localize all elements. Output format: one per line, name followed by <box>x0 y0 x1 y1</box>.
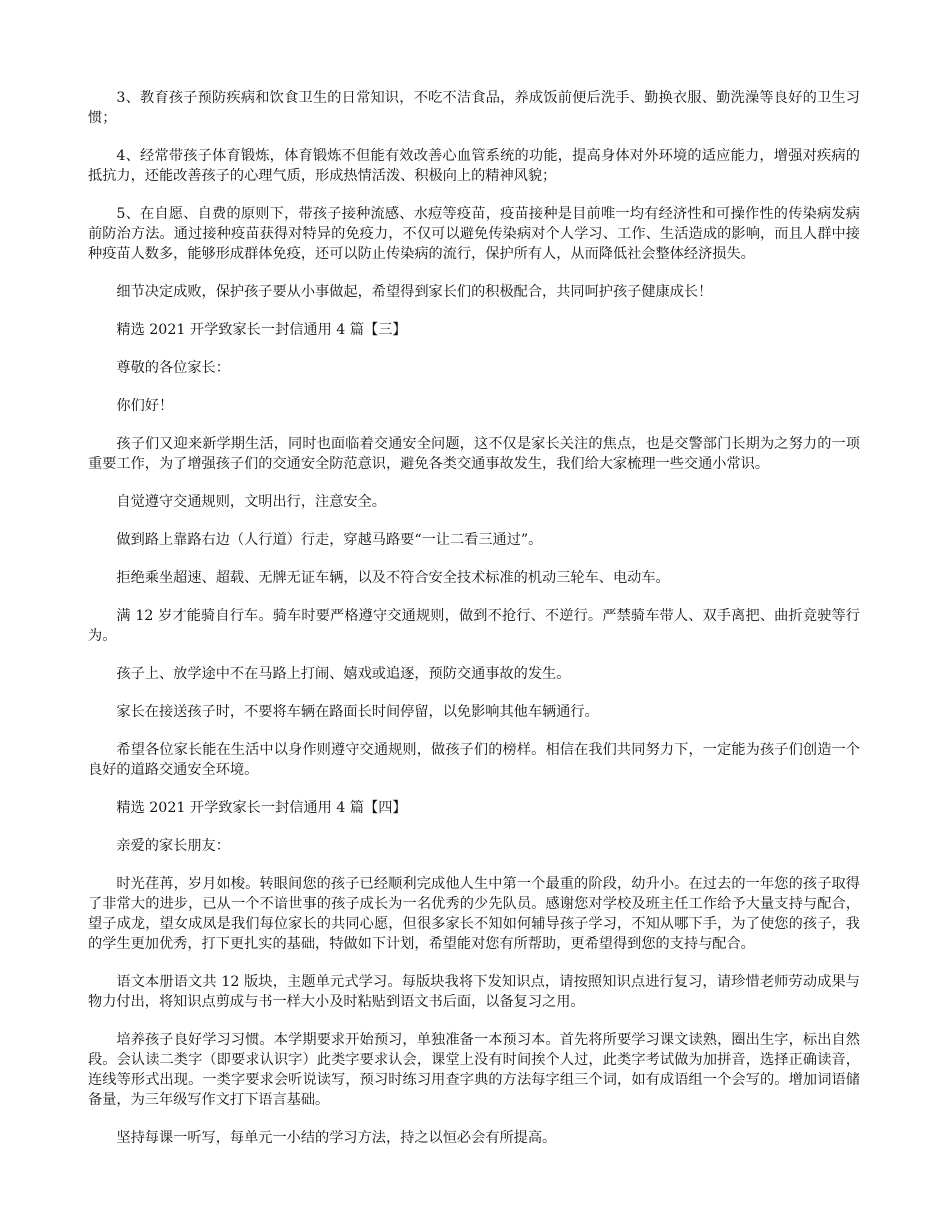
paragraph-traffic-rule-5: 孩子上、放学途中不在马路上打闹、嬉戏或追逐，预防交通事故的发生。 <box>116 666 571 682</box>
paragraph-dictation: 坚持每课一听写，每单元一小结的学习方法，持之以恒必会有所提高。 <box>116 1130 557 1146</box>
paragraph-closing-remark: 细节决定成败，保护孩子要从小事做起，希望得到家长们的积极配合，共同呵护孩子健康成长！ <box>116 284 713 300</box>
paragraph-chinese-course: 语文本册语文共 12 版块，主题单元式学习。每版块我将下发知识点，请按照知识点进行复习，请珍惜老师劳动成果与物力付出，将知识点剪成与书一样大小及时粘贴到语文书后面，以备复习之用。 <box>88 974 860 1010</box>
paragraph-letter-intro: 时光荏苒，岁月如梭。转眼间您的孩子已经顺利完成他人生中第一个最重的阶段，幼升小。在过去的一年您的孩子取得了非常大的进步，已从一个不谙世事的孩子成长为一名优秀的少先队员。感谢您对学校及班主任工作给予大量支持与配合，望子成龙，望女成凤是我们每位家长的共同心愿，但很多家长不知如何辅导孩子学习，不知从哪下手，为了使您的孩子，我的学生更加优秀，打下更扎实的基础，特做如下计划，希望能对您有所帮助，更希望得到您的支持与配合。 <box>88 876 860 952</box>
paragraph-traffic-rule-4: 满 12 岁才能骑自行车。骑车时要严格遵守交通规则，做到不抢行、不逆行。严禁骑车带人、双手离把、曲折竞驶等行为。 <box>88 608 860 644</box>
paragraph-hygiene-habits: 3、教育孩子预防疾病和饮食卫生的日常知识，不吃不洁食品，养成饭前便后洗手、勤换衣服、勤洗澡等良好的卫生习惯； <box>88 90 860 126</box>
paragraph-study-habits: 培养孩子良好学习习惯。本学期要求开始预习，单独准备一本预习本。首先将所要学习课文读熟，圈出生字，标出自然段。会认读二类字（即要求认识字）此类字要求认会，课堂上没有时间挨个人过，此类字考试做为加拼音，选择正确读音，连线等形式出现。一类字要求会听说读写，预习时练习用查字典的方法每字组三个词，如有成语组一个会写的。增加词语储备量，为三年级写作文打下语言基础。 <box>88 1032 860 1108</box>
salutation-four: 亲爱的家长朋友： <box>116 838 230 854</box>
paragraph-traffic-rule-2: 做到路上靠路右边（人行道）行走，穿越马路要“一让二看三通过”。 <box>116 532 543 548</box>
paragraph-traffic-rule-3: 拒绝乘坐超速、超载、无牌无证车辆，以及不符合安全技术标准的机动三轮车、电动车。 <box>116 570 670 586</box>
paragraph-vaccination: 5、在自愿、自费的原则下，带孩子接种流感、水痘等疫苗，疫苗接种是目前唯一均有经济性和可操作性的传染病发病前防治方法。通过接种疫苗获得对特异的免疫力，不仅可以避免传染病对个人学习、工作、生活造成的影响，而且人群中接种疫苗人数多，能够形成群体免疫，还可以防止传染病的流行，保护所有人，从而降低社会整体经济损失。 <box>88 206 860 262</box>
paragraph-physical-exercise: 4、经常带孩子体育锻炼，体育锻炼不但能有效改善心血管系统的功能，提高身体对外环境的适应能力，增强对疾病的抵抗力，还能改善孩子的心理气质，形成热情活泼、积极向上的精神风貌； <box>88 148 860 184</box>
document-body <box>88 88 860 1166</box>
paragraph-traffic-rule-1: 自觉遵守交通规则，文明出行，注意安全。 <box>116 494 386 510</box>
paragraph-traffic-rule-6: 家长在接送孩子时，不要将车辆在路面长时间停留，以免影响其他车辆通行。 <box>116 704 599 720</box>
paragraph-traffic-closing: 希望各位家长能在生活中以身作则遵守交通规则，做孩子们的榜样。相信在我们共同努力下，一定能为孩子们创造一个良好的道路交通安全环境。 <box>88 742 860 778</box>
section-heading-three: 精选 2021 开学致家长一封信通用 4 篇【三】 <box>116 322 407 338</box>
paragraph-traffic-intro: 孩子们又迎来新学期生活，同时也面临着交通安全问题，这不仅是家长关注的焦点，也是交警部门长期为之努力的一项重要工作，为了增强孩子们的交通安全防范意识，避免各类交通事故发生，我们给大家梳理一些交通小常识。 <box>88 436 860 472</box>
section-heading-four: 精选 2021 开学致家长一封信通用 4 篇【四】 <box>116 800 407 816</box>
greeting-three: 你们好！ <box>116 398 174 414</box>
salutation-three: 尊敬的各位家长： <box>116 360 230 376</box>
